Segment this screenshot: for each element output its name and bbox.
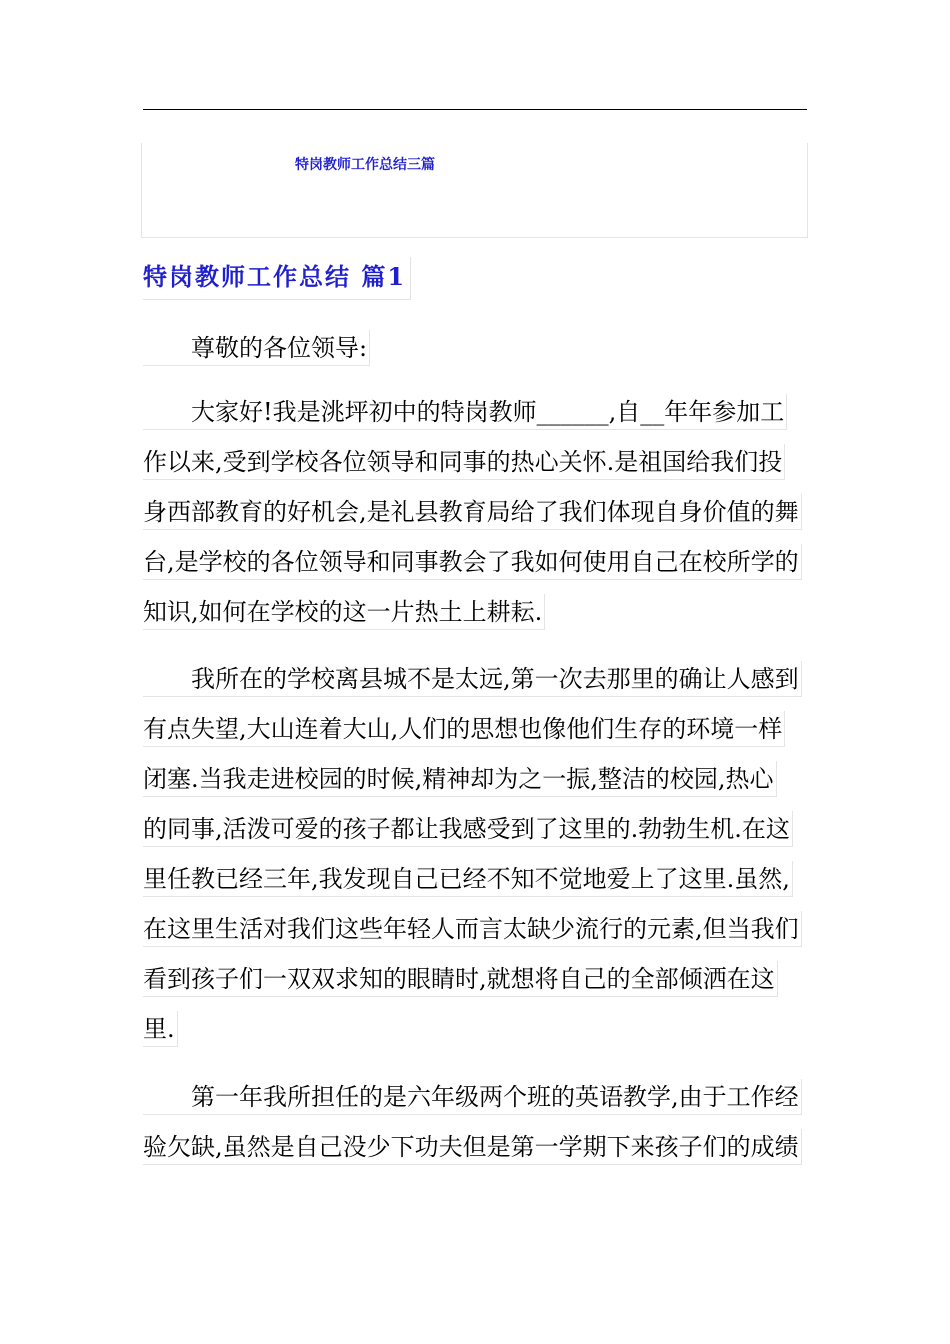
section-heading: 特岗教师工作总结 篇1 <box>143 257 411 300</box>
document-header <box>141 143 808 238</box>
paragraph-line: 里任教已经三年,我发现自己已经不知不觉地爱上了这里.虽然, <box>143 861 793 897</box>
top-rule <box>143 109 807 110</box>
paragraph-line: 验欠缺,虽然是自己没少下功夫但是第一学期下来孩子们的成绩 <box>143 1129 802 1165</box>
salutation-line: 尊敬的各位领导: <box>143 330 370 366</box>
paragraph-line: 有点失望,大山连着大山,人们的思想也像他们生存的环境一样 <box>143 711 785 747</box>
paragraph-line: 台,是学校的各位领导和同事教会了我如何使用自己在校所学的 <box>143 544 802 580</box>
paragraph-line: 的同事,活泼可爱的孩子都让我感受到了这里的.勃勃生机.在这 <box>143 811 793 847</box>
paragraph-line: 在这里生活对我们这些年轻人而言太缺少流行的元素,但当我们 <box>143 911 802 947</box>
paragraph-line: 看到孩子们一双双求知的眼睛时,就想将自己的全部倾洒在这 <box>143 961 778 997</box>
paragraph-line: 作以来,受到学校各位领导和同事的热心关怀.是祖国给我们投 <box>143 444 785 480</box>
paragraph-line: 第一年我所担任的是六年级两个班的英语教学,由于工作经 <box>143 1079 802 1115</box>
paragraph-line: 闭塞.当我走进校园的时候,精神却为之一振,整洁的校园,热心 <box>143 761 777 797</box>
document-title: 特岗教师工作总结三篇 <box>295 157 435 173</box>
paragraph-line: 大家好!我是洮坪初中的特岗教师______,自__年年参加工 <box>143 394 787 430</box>
paragraph-line: 知识,如何在学校的这一片热土上耕耘. <box>143 594 545 630</box>
paragraph-line: 我所在的学校离县城不是太远,第一次去那里的确让人感到 <box>143 661 802 697</box>
paragraph-line: 身西部教育的好机会,是礼县教育局给了我们体现自身价值的舞 <box>143 494 802 530</box>
paragraph-line: 里. <box>143 1011 178 1047</box>
